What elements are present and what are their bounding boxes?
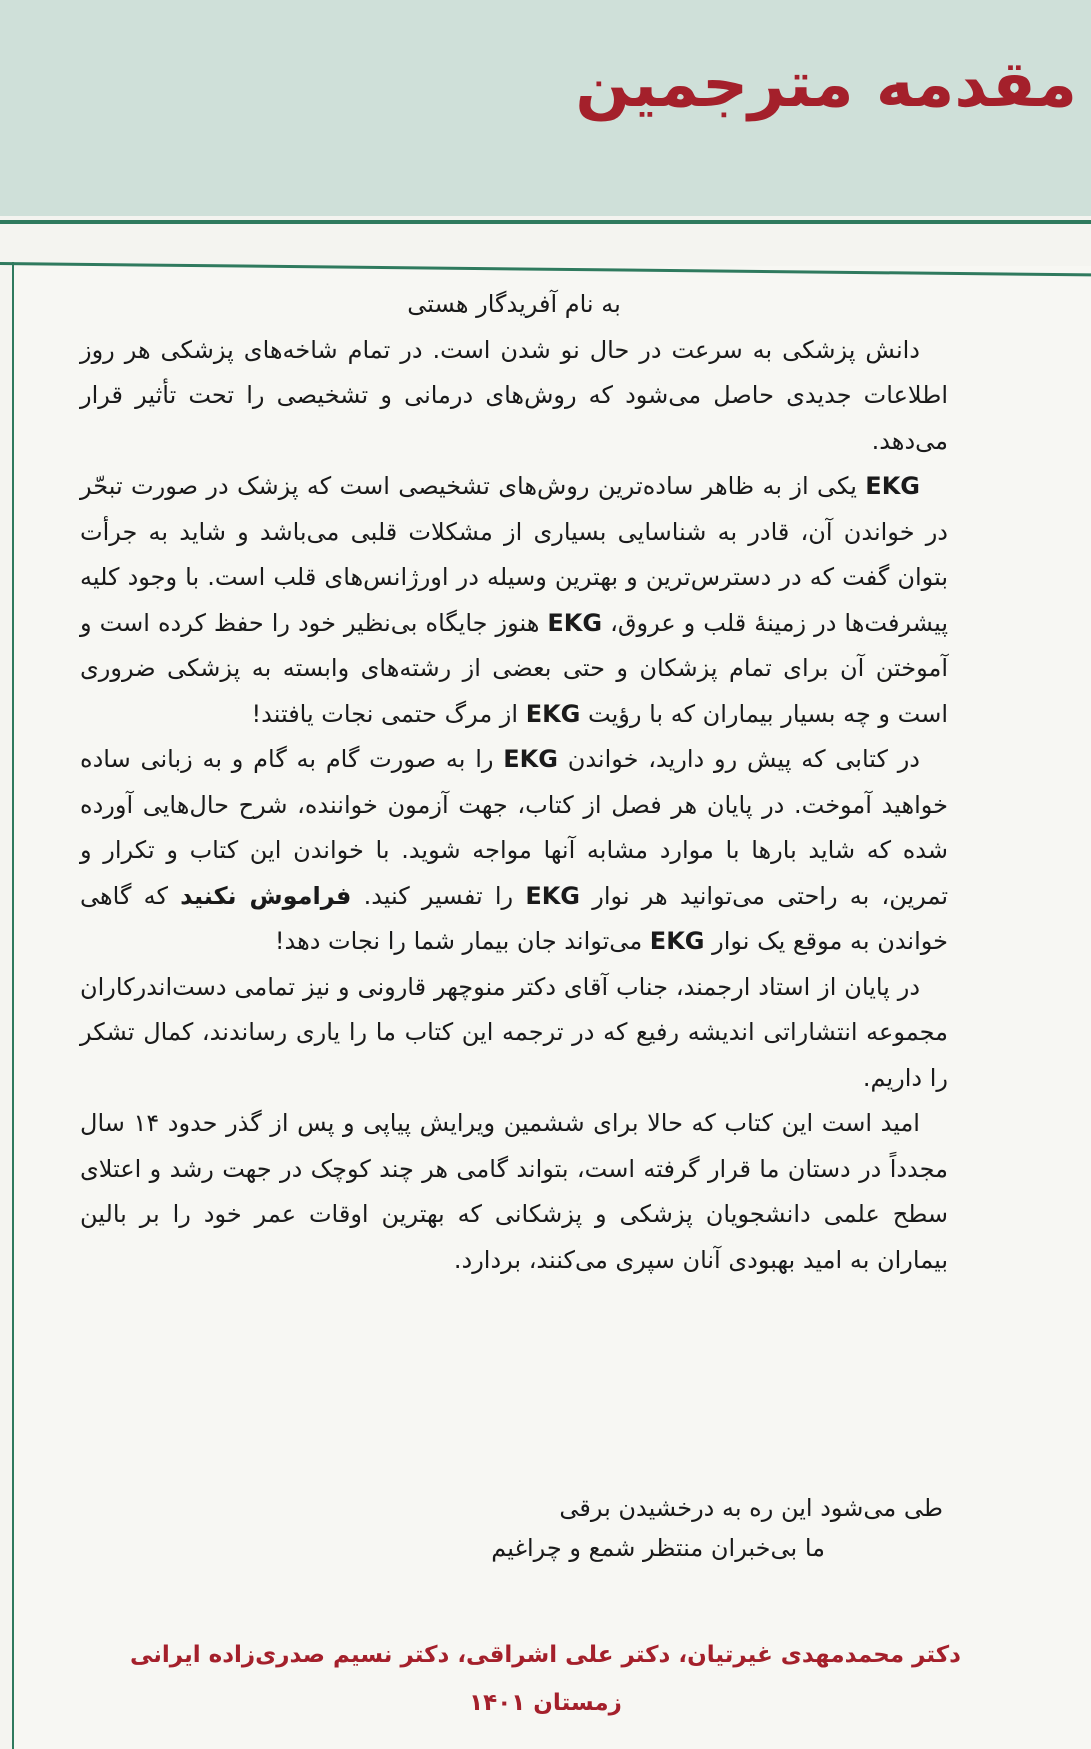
invocation: به نام آفریدگار هستی [407, 290, 621, 318]
paragraph-5: امید است این کتاب که حالا برای ششمین ویرایش پیاپی و پس از گذر حدود ۱۴ سال مجدداً در دستان ما قرار گرفته است، بتواند گامی هر چند کوچک در جهت رشد و اعتلای سطح علمی دانشجویان پزشکی و پزشکانی که بهترین اوقات عمر خود را بر بالین بیماران به امید بهبودی آنان سپری می‌کنند، بردارد. [80, 1109, 948, 1274]
paragraph-2-text-b: هنوز جایگاه بی‌نظیر خود را حفظ کرده است و آموختن آن برای تمام پزشکان و حتی بعضی از رشته‌های وابسته به پزشکی ضروری است و چه بسیار بیماران که با رؤیت [80, 608, 948, 728]
ekg-term: EKG [649, 927, 705, 955]
paragraph-4: در پایان از استاد ارجمند، جناب آقای دکتر منوچهر قارونی و نیز تمامی دست‌اندرکاران مجموعه انتشاراتی اندیشه رفیع که در ترجمه این کتاب ما را یاری رساندند، کمال تشکر را داریم. [80, 972, 948, 1092]
paragraph-3-text-b: را به صورت گام به گام و به زبانی ساده خواهید آموخت. در پایان هر فصل از کتاب، جهت آزمون خواننده، شرح حال‌هایی آورده شده که شاید بارها با موارد مشابه آنها مواجه شوید. با خواندن این کتاب و تکرار و تمرین، به راحتی می‌توانید هر نوار [80, 745, 948, 910]
paragraph-3-text-d: که گاهی خواندن به موقع یک نوار [80, 881, 948, 955]
ekg-term: EKG [865, 472, 920, 500]
top-divider [0, 220, 1091, 224]
signature-date: زمستان ۱۴۰۱ [469, 1690, 622, 1716]
frame-left-border [12, 262, 14, 1749]
paragraph-3 [80, 737, 948, 965]
ekg-term: EKG [525, 699, 581, 728]
page-title: مقدمه مترجمین [575, 48, 1077, 122]
body-text [80, 282, 948, 1283]
paragraph-3-text-c: را تفسیر کنید. [351, 881, 526, 910]
emphasis-remember: فراموش نکنید [180, 881, 352, 910]
paragraph-1: دانش پزشکی به سرعت در حال نو شدن است. در تمام شاخه‌های پزشکی هر روز اطلاعات جدیدی حاصل می‌شود که روش‌های درمانی و تشخیصی را تحت تأثیر قرار می‌دهد. [80, 335, 948, 455]
ekg-term: EKG [525, 881, 581, 910]
paragraph-2-text-c: از مرگ حتمی نجات یافتند! [251, 699, 526, 728]
translators-signature: دکتر محمدمهدی غیرتیان، دکتر علی اشراقی، دکتر نسیم صدری‌زاده ایرانی [130, 1642, 961, 1668]
paragraph-3-text-a: در کتابی که پیش رو دارید، خواندن [557, 745, 920, 773]
poem-line-1: طی می‌شود این ره به درخشیدن برقی [559, 1494, 943, 1522]
ekg-term: EKG [547, 608, 603, 637]
paragraph-2 [80, 464, 948, 737]
ekg-term: EKG [503, 745, 558, 773]
poem [83, 1494, 943, 1562]
paragraph-3-text-e: می‌تواند جان بیمار شما را نجات دهد! [274, 927, 650, 955]
poem-line-2: ما بی‌خبران منتظر شمع و چراغیم [491, 1534, 825, 1562]
paragraph-2-text-a: یکی از به ظاهر ساده‌ترین روش‌های تشخیصی است که پزشک در صورت تبحّر در خواندن آن، قادر به شناسایی بسیاری از مشکلات قلبی می‌باشد و شاید به جرأت بتوان گفت که در دسترس‌ترین و بهترین وسیله در اورژانس‌های قلب است. با وجود کلیه پیشرفت‌ها در زمینهٔ قلب و عروق، [80, 472, 948, 637]
